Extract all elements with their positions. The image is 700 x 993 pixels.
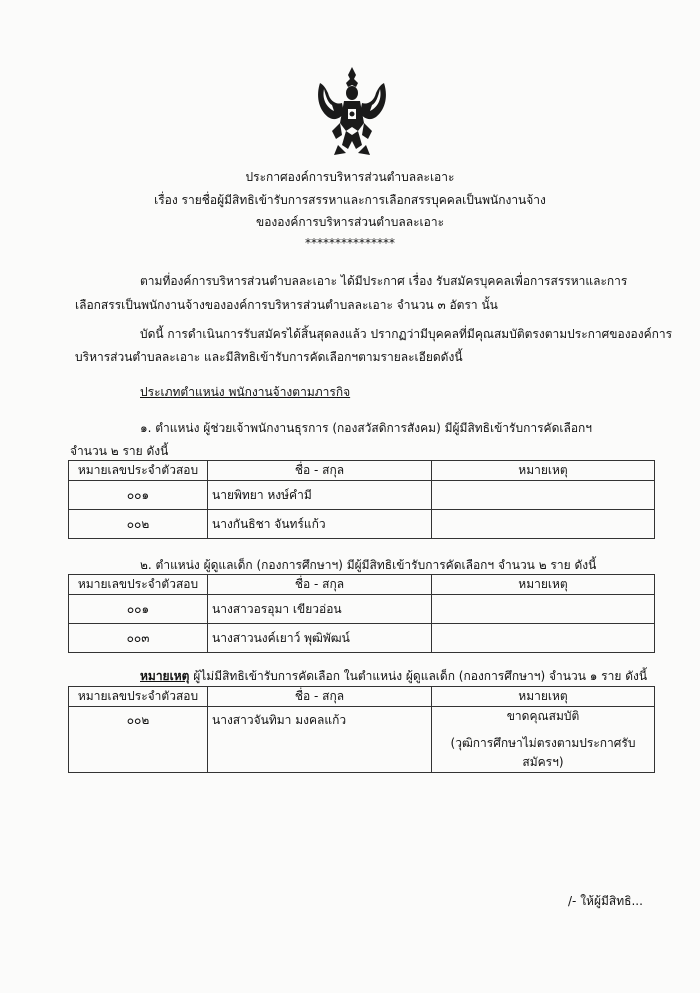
remark-reason: ขาดคุณสมบัติ [506, 709, 580, 723]
section-1-table [68, 460, 655, 539]
announcement-title: ประกาศองค์การบริหารส่วนตำบลละเอาะ [245, 170, 455, 184]
remark [432, 595, 655, 624]
table-header-row [69, 461, 655, 481]
header-exam-id: หมายเลขประจำตัวสอบ [69, 687, 208, 707]
remark-label: หมายเหตุ [140, 669, 190, 683]
table-row [69, 595, 655, 624]
exam-id: ๐๐๒ [69, 707, 208, 773]
header-exam-id: หมายเลขประจำตัวสอบ [69, 575, 208, 595]
exam-id: ๐๐๑ [69, 595, 208, 624]
header-exam-id: หมายเลขประจำตัวสอบ [69, 461, 208, 481]
remark [432, 510, 655, 539]
table-row [69, 510, 655, 539]
header-name: ชื่อ - สกุล [208, 575, 432, 595]
candidate-name: นางสาวนงค์เยาว์ พุฒิพัฒน์ [208, 624, 432, 653]
exam-id: ๐๐๒ [69, 510, 208, 539]
section-3-text: ผู้ไม่มีสิทธิเข้ารับการคัดเลือก ในตำแหน่ง ผู้ดูแลเด็ก (กองการศึกษาฯ) จำนวน ๑ ราย ดังนี้ [189, 669, 648, 683]
remark [432, 707, 655, 773]
table-header-row [69, 687, 655, 707]
section-1-count: จำนวน ๒ ราย ดังนี้ [70, 444, 169, 458]
paragraph-1-line-2: เลือกสรรเป็นพนักงานจ้างขององค์การบริหารส่วนตำบลละเอาะ จำนวน ๓ อัตรา นั้น [75, 298, 498, 312]
table-row [69, 707, 655, 773]
separator: *************** [305, 236, 395, 250]
section-3-title [140, 667, 647, 686]
continued-marker: /- ให้ผู้มีสิทธิ... [568, 894, 643, 908]
table-header-row [69, 575, 655, 595]
paragraph-1-line-1: ตามที่องค์การบริหารส่วนตำบลละเอาะ ได้มีประกาศ เรื่อง รับสมัครบุคคลเพื่อการสรรหาและการ [140, 274, 628, 288]
exam-id: ๐๐๓ [69, 624, 208, 653]
announcement-subject: เรื่อง รายชื่อผู้มีสิทธิเข้ารับการสรรหาและการเลือกสรรบุคคลเป็นพนักงานจ้าง [154, 193, 546, 207]
section-1-title: ๑. ตำแหน่ง ผู้ช่วยเจ้าพนักงานธุรการ (กองสวัสดิการสังคม) มีผู้มีสิทธิเข้ารับการคัดเลือกฯ [140, 421, 593, 435]
header-remark: หมายเหตุ [432, 687, 655, 707]
section-2-table [68, 574, 655, 653]
paragraph-2-line-2: บริหารส่วนตำบลละเอาะ และมีสิทธิเข้ารับการคัดเลือกฯตามรายละเอียดดังนี้ [75, 350, 463, 364]
announcement-subject-cont: ขององค์การบริหารส่วนตำบลละเอาะ [255, 215, 445, 229]
header-name: ชื่อ - สกุล [208, 461, 432, 481]
header-remark: หมายเหตุ [432, 461, 655, 481]
category-heading: ประเภทตำแหน่ง พนักงานจ้างตามภารกิจ [140, 385, 351, 399]
header-name: ชื่อ - สกุล [208, 687, 432, 707]
remark [432, 624, 655, 653]
table-row [69, 624, 655, 653]
section-3-table [68, 686, 655, 773]
candidate-name: นางกันธิชา จันทร์แก้ว [208, 510, 432, 539]
section-2-title: ๒. ตำแหน่ง ผู้ดูแลเด็ก (กองการศึกษาฯ) มีผู้มีสิทธิเข้ารับการคัดเลือกฯ จำนวน ๒ ราย ดังนี้ [140, 558, 597, 572]
header-remark: หมายเหตุ [432, 575, 655, 595]
table-row [69, 481, 655, 510]
candidate-name: นายพิทยา หงษ์คำมี [208, 481, 432, 510]
remark [432, 481, 655, 510]
remark-detail: (วุฒิการศึกษาไม่ตรงตามประกาศรับสมัครฯ) [450, 736, 636, 769]
candidate-name: นางสาวจันทิมา มงคลแก้ว [208, 707, 432, 773]
exam-id: ๐๐๑ [69, 481, 208, 510]
paragraph-2-line-1: บัดนี้ การดำเนินการรับสมัครได้สิ้นสุดลงแล้ว ปรากฏว่ามีบุคคลที่มีคุณสมบัติตรงตามประกาศขององค์การ [140, 327, 673, 341]
candidate-name: นางสาวอรอุมา เขียวอ่อน [208, 595, 432, 624]
garuda-emblem-icon [312, 65, 392, 160]
